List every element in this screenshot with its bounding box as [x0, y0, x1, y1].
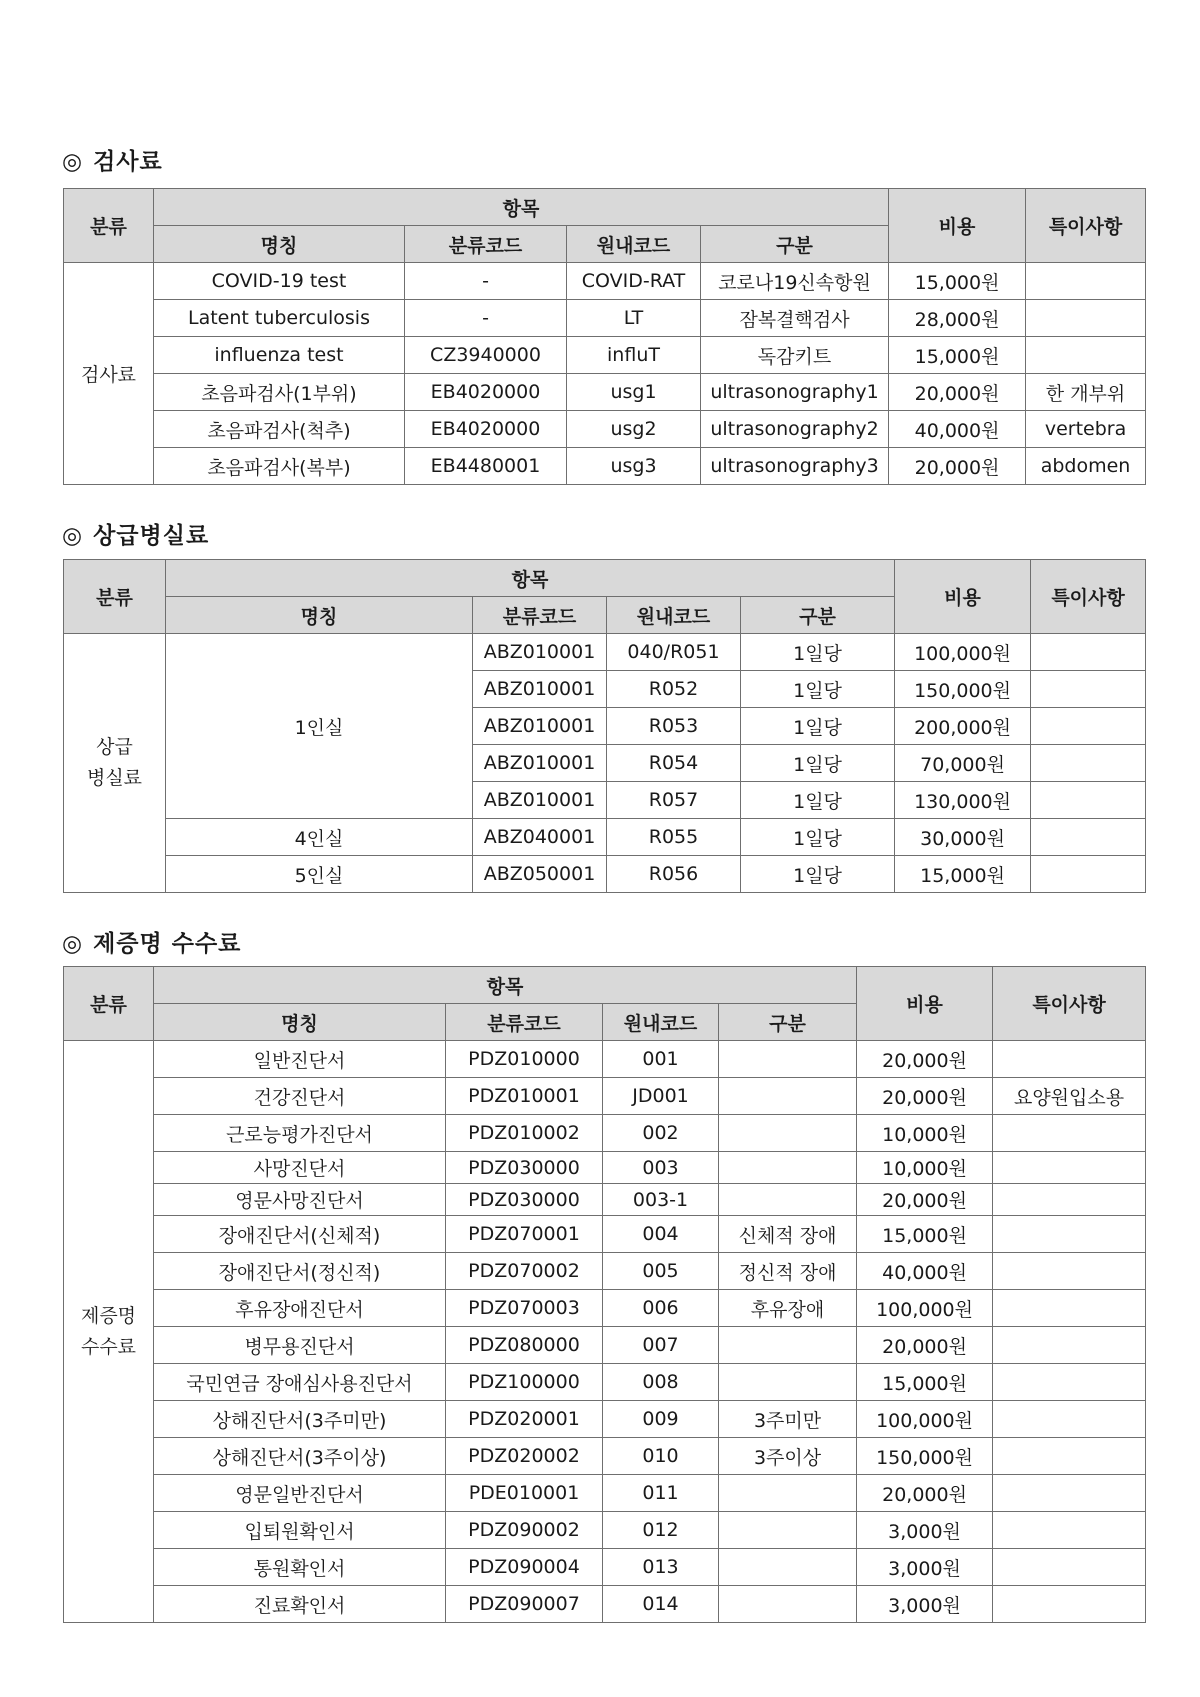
division-cell: [719, 1041, 857, 1078]
internal-code-cell: 003-1: [603, 1184, 719, 1216]
header-notes: 특이사항: [1031, 560, 1146, 634]
section-title-exam-fees: [62, 143, 163, 176]
division-cell: [719, 1364, 857, 1401]
division-cell: ultrasonography3: [701, 448, 889, 485]
class-code-cell: EB4020000: [405, 411, 567, 448]
division-cell: 1일당: [741, 856, 895, 893]
internal-code-cell: 007: [603, 1327, 719, 1364]
header-category: 분류: [64, 189, 154, 263]
table-row: [64, 1364, 1146, 1401]
internal-code-cell: usg2: [567, 411, 701, 448]
cost-cell: 20,000원: [857, 1041, 993, 1078]
category-cell: [64, 634, 166, 893]
name-cell: 상해진단서(3주이상): [154, 1438, 446, 1475]
header-cost: 비용: [895, 560, 1031, 634]
name-cell: 1인실: [166, 634, 473, 819]
note-cell: [993, 1327, 1146, 1364]
note-cell: [1031, 708, 1146, 745]
internal-code-cell: influT: [567, 337, 701, 374]
division-cell: 독감키트: [701, 337, 889, 374]
note-cell: [1031, 745, 1146, 782]
header-cost: 비용: [889, 189, 1026, 263]
internal-code-cell: R052: [607, 671, 741, 708]
name-cell: COVID-19 test: [154, 263, 405, 300]
name-cell: 초음파검사(복부): [154, 448, 405, 485]
header-category: 분류: [64, 967, 154, 1041]
header-internal-code: 원내코드: [607, 597, 741, 634]
header-item: 항목: [166, 560, 895, 597]
class-code-cell: PDZ030000: [446, 1152, 603, 1184]
internal-code-cell: 012: [603, 1512, 719, 1549]
table-row: [64, 374, 1146, 411]
cost-cell: 15,000원: [895, 856, 1031, 893]
header-notes: 특이사항: [1026, 189, 1146, 263]
table-row: [64, 1253, 1146, 1290]
cost-cell: 3,000원: [857, 1549, 993, 1586]
note-cell: [993, 1364, 1146, 1401]
division-cell: 정신적 장애: [719, 1253, 857, 1290]
table-row: [64, 1041, 1146, 1078]
header-class-code: 분류코드: [446, 1004, 603, 1041]
division-cell: [719, 1115, 857, 1152]
section-title-certificate-fees: [62, 925, 241, 958]
cost-cell: 70,000원: [895, 745, 1031, 782]
class-code-cell: PDZ070003: [446, 1290, 603, 1327]
class-code-cell: PDZ080000: [446, 1327, 603, 1364]
class-code-cell: ABZ010001: [473, 782, 607, 819]
division-cell: 1일당: [741, 745, 895, 782]
table-row: [64, 1078, 1146, 1115]
note-cell: [1026, 300, 1146, 337]
cost-cell: 100,000원: [895, 634, 1031, 671]
division-cell: ultrasonography1: [701, 374, 889, 411]
internal-code-cell: usg3: [567, 448, 701, 485]
section-title-text: 검사료: [93, 149, 163, 175]
note-cell: [993, 1586, 1146, 1623]
class-code-cell: -: [405, 300, 567, 337]
name-cell: 일반진단서: [154, 1041, 446, 1078]
note-cell: [1031, 671, 1146, 708]
division-cell: [719, 1549, 857, 1586]
category-line: 병실료: [86, 767, 143, 789]
header-division: 구분: [741, 597, 895, 634]
name-cell: 사망진단서: [154, 1152, 446, 1184]
internal-code-cell: R053: [607, 708, 741, 745]
cost-cell: 100,000원: [857, 1290, 993, 1327]
class-code-cell: PDZ070002: [446, 1253, 603, 1290]
class-code-cell: ABZ010001: [473, 634, 607, 671]
note-cell: 요양원입소용: [993, 1078, 1146, 1115]
internal-code-cell: 001: [603, 1041, 719, 1078]
division-cell: 잠복결핵검사: [701, 300, 889, 337]
name-cell: 진료확인서: [154, 1586, 446, 1623]
division-cell: [719, 1152, 857, 1184]
cost-cell: 40,000원: [857, 1253, 993, 1290]
header-class-code: 분류코드: [405, 226, 567, 263]
internal-code-cell: 013: [603, 1549, 719, 1586]
internal-code-cell: 003: [603, 1152, 719, 1184]
name-cell: 초음파검사(1부위): [154, 374, 405, 411]
internal-code-cell: R057: [607, 782, 741, 819]
class-code-cell: ABZ010001: [473, 745, 607, 782]
cost-cell: 20,000원: [889, 448, 1026, 485]
cost-cell: 15,000원: [889, 263, 1026, 300]
table-row: [64, 1327, 1146, 1364]
note-cell: [1031, 782, 1146, 819]
division-cell: [719, 1512, 857, 1549]
division-cell: 1일당: [741, 782, 895, 819]
table-row: [64, 300, 1146, 337]
premium-room-fees-table: [63, 559, 1146, 893]
table-row: [64, 411, 1146, 448]
cost-cell: 15,000원: [889, 337, 1026, 374]
internal-code-cell: JD001: [603, 1078, 719, 1115]
name-cell: Latent tuberculosis: [154, 300, 405, 337]
class-code-cell: EB4480001: [405, 448, 567, 485]
note-cell: [993, 1041, 1146, 1078]
header-internal-code: 원내코드: [603, 1004, 719, 1041]
name-cell: 병무용진단서: [154, 1327, 446, 1364]
table-row: [64, 1475, 1146, 1512]
cost-cell: 130,000원: [895, 782, 1031, 819]
category-cell: [64, 1041, 154, 1623]
table-row: [64, 448, 1146, 485]
category-line: 제증명: [80, 1304, 137, 1327]
class-code-cell: EB4020000: [405, 374, 567, 411]
table-row: [64, 1549, 1146, 1586]
table-row: [64, 263, 1146, 300]
note-cell: [1026, 263, 1146, 300]
note-cell: [993, 1290, 1146, 1327]
note-cell: [993, 1475, 1146, 1512]
class-code-cell: PDZ010002: [446, 1115, 603, 1152]
section-title-text: 제증명 수수료: [93, 931, 242, 957]
internal-code-cell: 004: [603, 1216, 719, 1253]
circle-mark-icon: ◎: [62, 149, 84, 175]
cost-cell: 20,000원: [857, 1184, 993, 1216]
note-cell: [1031, 634, 1146, 671]
internal-code-cell: LT: [567, 300, 701, 337]
note-cell: [1026, 337, 1146, 374]
name-cell: 5인실: [166, 856, 473, 893]
cost-cell: 15,000원: [857, 1216, 993, 1253]
circle-mark-icon: ◎: [62, 523, 84, 549]
class-code-cell: PDZ030000: [446, 1184, 603, 1216]
division-cell: 신체적 장애: [719, 1216, 857, 1253]
class-code-cell: PDZ020002: [446, 1438, 603, 1475]
internal-code-cell: 011: [603, 1475, 719, 1512]
header-division: 구분: [701, 226, 889, 263]
note-cell: vertebra: [1026, 411, 1146, 448]
name-cell: 초음파검사(척추): [154, 411, 405, 448]
cost-cell: 20,000원: [857, 1078, 993, 1115]
section-title-premium-room-fees: [62, 517, 209, 550]
name-cell: influenza test: [154, 337, 405, 374]
division-cell: 1일당: [741, 671, 895, 708]
name-cell: 장애진단서(정신적): [154, 1253, 446, 1290]
name-cell: 국민연금 장애심사용진단서: [154, 1364, 446, 1401]
name-cell: 4인실: [166, 819, 473, 856]
header-item: 항목: [154, 967, 857, 1004]
category-line: 수수료: [80, 1335, 137, 1358]
cost-cell: 28,000원: [889, 300, 1026, 337]
division-cell: [719, 1327, 857, 1364]
internal-code-cell: R055: [607, 819, 741, 856]
name-cell: 영문사망진단서: [154, 1184, 446, 1216]
section-title-text: 상급병실료: [93, 523, 210, 549]
internal-code-cell: 002: [603, 1115, 719, 1152]
cost-cell: 10,000원: [857, 1115, 993, 1152]
note-cell: [993, 1438, 1146, 1475]
note-cell: abdomen: [1026, 448, 1146, 485]
category-line: 상급: [96, 736, 133, 758]
note-cell: [993, 1115, 1146, 1152]
header-category: 분류: [64, 560, 166, 634]
note-cell: 한 개부위: [1026, 374, 1146, 411]
internal-code-cell: 008: [603, 1364, 719, 1401]
cost-cell: 3,000원: [857, 1512, 993, 1549]
internal-code-cell: 040/R051: [607, 634, 741, 671]
internal-code-cell: COVID-RAT: [567, 263, 701, 300]
class-code-cell: PDZ010000: [446, 1041, 603, 1078]
class-code-cell: PDZ100000: [446, 1364, 603, 1401]
cost-cell: 20,000원: [857, 1327, 993, 1364]
circle-mark-icon: ◎: [62, 931, 84, 957]
name-cell: 근로능평가진단서: [154, 1115, 446, 1152]
note-cell: [993, 1253, 1146, 1290]
header-item: 항목: [154, 189, 889, 226]
table-row: [64, 1290, 1146, 1327]
cost-cell: 20,000원: [889, 374, 1026, 411]
division-cell: [719, 1475, 857, 1512]
table-row: [64, 337, 1146, 374]
class-code-cell: PDZ090007: [446, 1586, 603, 1623]
class-code-cell: PDZ010001: [446, 1078, 603, 1115]
internal-code-cell: 006: [603, 1290, 719, 1327]
table-row: [64, 1586, 1146, 1623]
internal-code-cell: 005: [603, 1253, 719, 1290]
division-cell: [719, 1184, 857, 1216]
name-cell: 후유장애진단서: [154, 1290, 446, 1327]
table-row: [64, 634, 1146, 671]
table-row: [64, 1438, 1146, 1475]
name-cell: 영문일반진단서: [154, 1475, 446, 1512]
class-code-cell: -: [405, 263, 567, 300]
table-row: [64, 856, 1146, 893]
cost-cell: 15,000원: [857, 1364, 993, 1401]
table-row: [64, 1512, 1146, 1549]
header-internal-code: 원내코드: [567, 226, 701, 263]
division-cell: 1일당: [741, 708, 895, 745]
cost-cell: 150,000원: [857, 1438, 993, 1475]
internal-code-cell: 009: [603, 1401, 719, 1438]
division-cell: [719, 1078, 857, 1115]
internal-code-cell: R054: [607, 745, 741, 782]
class-code-cell: ABZ010001: [473, 671, 607, 708]
internal-code-cell: usg1: [567, 374, 701, 411]
cost-cell: 200,000원: [895, 708, 1031, 745]
note-cell: [1031, 819, 1146, 856]
class-code-cell: ABZ010001: [473, 708, 607, 745]
division-cell: ultrasonography2: [701, 411, 889, 448]
division-cell: [719, 1586, 857, 1623]
header-class-code: 분류코드: [473, 597, 607, 634]
cost-cell: 20,000원: [857, 1475, 993, 1512]
table-row: [64, 819, 1146, 856]
table-row: [64, 1216, 1146, 1253]
cost-cell: 40,000원: [889, 411, 1026, 448]
note-cell: [993, 1549, 1146, 1586]
class-code-cell: PDZ090002: [446, 1512, 603, 1549]
class-code-cell: PDZ090004: [446, 1549, 603, 1586]
table-row: [64, 1401, 1146, 1438]
name-cell: 통원확인서: [154, 1549, 446, 1586]
note-cell: [993, 1512, 1146, 1549]
division-cell: 코로나19신속항원: [701, 263, 889, 300]
cost-cell: 30,000원: [895, 819, 1031, 856]
header-cost: 비용: [857, 967, 993, 1041]
class-code-cell: PDZ070001: [446, 1216, 603, 1253]
division-cell: 후유장애: [719, 1290, 857, 1327]
division-cell: 3주이상: [719, 1438, 857, 1475]
internal-code-cell: 014: [603, 1586, 719, 1623]
table-row: [64, 1152, 1146, 1184]
header-name: 명칭: [154, 1004, 446, 1041]
note-cell: [1031, 856, 1146, 893]
internal-code-cell: R056: [607, 856, 741, 893]
cost-cell: 10,000원: [857, 1152, 993, 1184]
name-cell: 입퇴원확인서: [154, 1512, 446, 1549]
note-cell: [993, 1216, 1146, 1253]
class-code-cell: PDZ020001: [446, 1401, 603, 1438]
name-cell: 상해진단서(3주미만): [154, 1401, 446, 1438]
class-code-cell: PDE010001: [446, 1475, 603, 1512]
class-code-cell: ABZ050001: [473, 856, 607, 893]
division-cell: 1일당: [741, 819, 895, 856]
header-division: 구분: [719, 1004, 857, 1041]
header-name: 명칭: [166, 597, 473, 634]
header-name: 명칭: [154, 226, 405, 263]
header-notes: 특이사항: [993, 967, 1146, 1041]
cost-cell: 150,000원: [895, 671, 1031, 708]
category-cell: 검사료: [64, 263, 154, 485]
class-code-cell: CZ3940000: [405, 337, 567, 374]
class-code-cell: ABZ040001: [473, 819, 607, 856]
exam-fees-table: [63, 188, 1146, 485]
table-row: [64, 1184, 1146, 1216]
division-cell: 1일당: [741, 634, 895, 671]
division-cell: 3주미만: [719, 1401, 857, 1438]
note-cell: [993, 1401, 1146, 1438]
cost-cell: 100,000원: [857, 1401, 993, 1438]
internal-code-cell: 010: [603, 1438, 719, 1475]
name-cell: 건강진단서: [154, 1078, 446, 1115]
cost-cell: 3,000원: [857, 1586, 993, 1623]
note-cell: [993, 1184, 1146, 1216]
table-row: [64, 1115, 1146, 1152]
certificate-fees-table: [63, 966, 1146, 1623]
note-cell: [993, 1152, 1146, 1184]
name-cell: 장애진단서(신체적): [154, 1216, 446, 1253]
